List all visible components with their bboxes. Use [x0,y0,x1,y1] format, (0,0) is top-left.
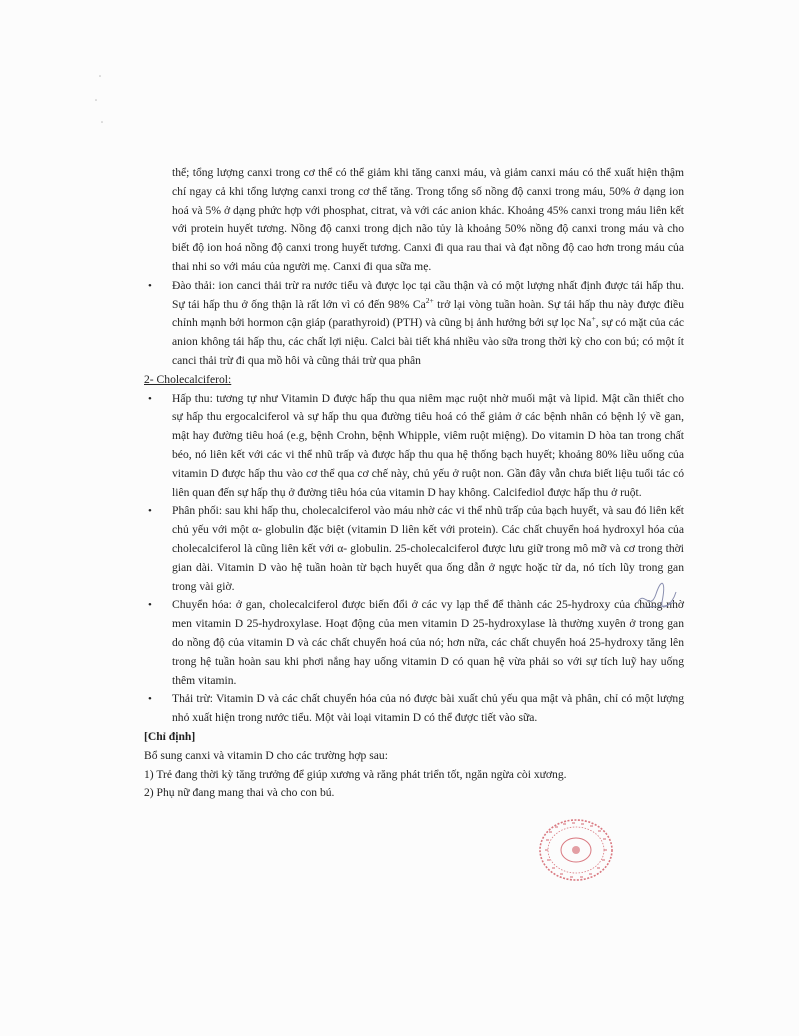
section-heading-cholecalciferol: 2- Cholecalciferol: [144,372,232,386]
bullet-distribution [144,502,684,596]
red-company-seal-icon [537,817,615,883]
bullet-dot: • [148,279,152,292]
excretion-text-2: trở lại vòng tuần hoàn. Sự tái hấp thu này được điều chỉnh mạnh bởi hormon cận giáp (parathyroid) (PTH) và cũng bị ảnh hưởng bởi sự lọc Na [172,297,684,330]
bullet-text: Thải trừ: Vitamin D và các chất chuyển hóa của nó được bài xuất chủ yếu qua mật và phân, chỉ có một lượng nhỏ xuất hiện trong nước tiểu. Một vài loại vitamin D có thể được tiết vào sữa. [172,692,684,725]
bullet-metabolism [144,596,684,690]
bullet-absorption [144,390,684,503]
indication-item: 1) Trẻ đang thời kỳ tăng trưởng để giúp xương và răng phát triển tốt, ngăn ngừa còi xương. [144,767,567,781]
handwritten-signature-icon [632,572,680,620]
calcium-distribution-paragraph: thể; tổng lượng canxi trong cơ thể có thể giảm khi tăng canxi máu, và giảm canxi máu có thể xuất hiện thậm chí ngay cả khi tổng lượng canxi trong cơ thể tăng. Trong tổng số nồng độ canxi trong máu, 50% ở dạng ion hoá và 5% ở dạng phức hợp với phosphat, citrat, và với các anion khác. Khoảng 45% canxi trong máu liên kết với protein huyết tương. Nồng độ canxi trong dịch não tủy là khoảng 50% nồng độ canxi trong máu và cho biết độ ion hoá nồng độ canxi trong huyết tương. Canxi đi qua rau thai và đạt nồng độ cao hơn trong máu của thai nhi so với máu của người mẹ. Canxi đi qua sữa mẹ. [172,166,684,273]
excretion-text-3: , sự có mặt của các anion không tái hấp thu, các chất lợi niệu. Calci bài tiết khá nhiều vào sữa trong thời kỳ cho con bú; có một ít canci thải trừ đi qua mồ hôi và cũng thải trừ qua phân [172,316,685,367]
sodium-charge: + [591,314,596,324]
indication-item: 2) Phụ nữ đang mang thai và cho con bú. [144,786,335,800]
indication-heading: [Chỉ định] [144,729,196,743]
margin-marks [90,70,110,130]
calcium-charge: 2+ [425,295,434,305]
excretion-text-1: Đào thải: ion canci thải trừ ra nước tiểu và được lọc tại cầu thận và có một lượng nhất định được tái hấp thu. Sự tái hấp thu ở ống thận là rất lớn vì có đến 98% Ca [172,278,684,311]
bullet-text: Hấp thu: tương tự như Vitamin D được hấp thu qua niêm mạc ruột nhờ muối mật và lipid. Mật cần thiết cho sự hấp thu ergocalciferol và sự hấp thu qua đường tiêu hoá có thể giảm ở các bệnh nhân có bệnh lý về gan, mật hay đường tiêu hoá (e.g, bệnh Crohn, bệnh Whipple, viêm ruột miệng). Do vitamin D hòa tan trong chất béo, nó liên kết với các vi thể nhũ trấp và được hấp thu qua hệ thống bạch huyết; khoảng 80% liều uống của vitamin D được hấp thu vào cơ thể qua cơ chế này, chủ yếu ở ruột non. Gần đây vẫn chưa biết liệu tuổi tác có liên quan đến sự hấp thụ ở đường tiêu hóa của vitamin D hay không. Calcifediol được hấp thu ở ruột. [172,391,684,499]
bullet-dot: • [148,392,152,405]
bullet-text: Phân phối: sau khi hấp thu, cholecalciferol vào máu nhờ các vi thể nhũ trấp của bạch huyết, và sau đó liên kết chủ yếu với một α- globulin đặc biệt (vitamin D liên kết với protein). Các chất chuyển hoá hydroxyl hóa của cholecalciferol là cũng liên kết với α- globulin. 25-cholecalciferol được lưu giữ trong mô mỡ và cơ trong thời gian dài. Vitamin D vào hệ tuần hoàn từ bạch huyết qua ống dẫn ở ngực hoặc từ da, nó tích lũy trong gan trong vài giờ. [172,504,684,593]
document-body [144,164,684,803]
indication-intro: Bổ sung canxi và vitamin D cho các trường hợp sau: [144,748,388,762]
bullet-dot: • [148,505,152,518]
bullet-dot: • [148,693,152,706]
bullet-elimination [144,690,684,728]
bullet-excretion-calcium [144,277,684,371]
bullet-dot: • [148,599,152,612]
bullet-text: Chuyển hóa: ở gan, cholecalciferol được biến đổi ở các vy lạp thể để thành các 25-hydroxy của chúng nhờ men vitamin D 25-hydroxylase. Hoạt động của men vitamin D 25-hydroxylase là thường xuyên ở trong gan do nồng độ của vitamin D và các chất chuyển hoá của nó; hơn nữa, các chất chuyển hoá 25-hydroxy tăng lên trong hệ tuần hoàn sau khi phơi nắng hay uống vitamin D có quan hệ vừa phải so với sự tích luỹ hay uống thêm vitamin. [172,598,684,687]
